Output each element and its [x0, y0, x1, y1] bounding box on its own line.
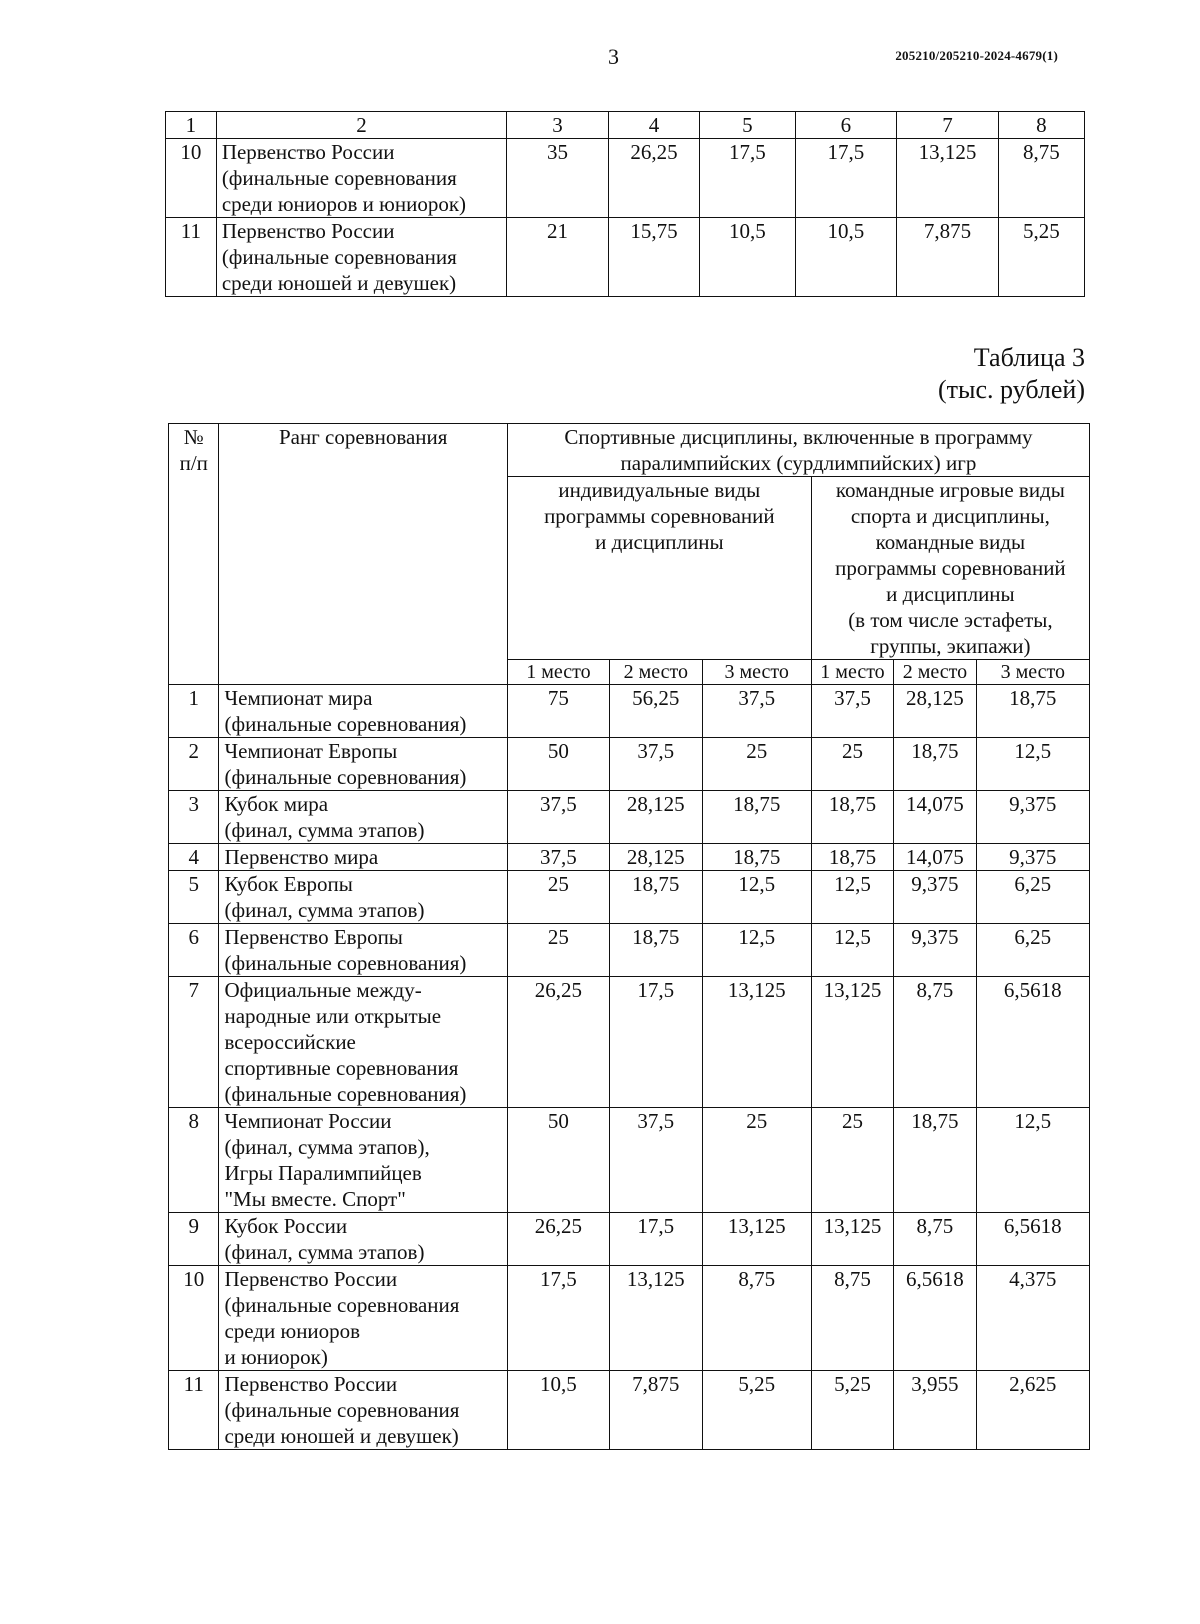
value-cell: 75: [507, 685, 609, 738]
value-cell: 4,375: [976, 1266, 1089, 1371]
rank-line: среди юношей и девушек): [224, 1424, 459, 1448]
value-cell: 18,75: [976, 685, 1089, 738]
rank-line: Первенство России: [221, 140, 395, 164]
value-cell: 17,5: [609, 1213, 702, 1266]
row-number: 5: [169, 871, 219, 924]
value-cell: 5,25: [998, 218, 1084, 297]
place-header: 3 место: [702, 660, 811, 685]
value-cell: 7,875: [897, 218, 999, 297]
rank-cell: [216, 139, 506, 218]
value-cell: 12,5: [702, 871, 811, 924]
value-cell: 37,5: [507, 844, 609, 871]
rank-cell: [219, 924, 507, 977]
table-row: [169, 685, 1090, 738]
rank-line: Первенство России: [224, 1372, 398, 1396]
header-num: [169, 424, 219, 685]
rank-cell: [219, 1108, 507, 1213]
rank-cell: [219, 871, 507, 924]
value-cell: 25: [507, 871, 609, 924]
row-number: 10: [166, 139, 217, 218]
row-number: 3: [169, 791, 219, 844]
column-number: 7: [897, 112, 999, 139]
value-cell: 13,125: [897, 139, 999, 218]
rank-line: Чемпионат России: [224, 1109, 392, 1133]
value-cell: 18,75: [894, 738, 976, 791]
column-number: 3: [507, 112, 609, 139]
row-number: 9: [169, 1213, 219, 1266]
value-cell: 8,75: [702, 1266, 811, 1371]
value-cell: 9,375: [976, 791, 1089, 844]
row-number: 11: [166, 218, 217, 297]
value-cell: 50: [507, 1108, 609, 1213]
value-cell: 17,5: [609, 977, 702, 1108]
rank-line: Игры Паралимпийцев: [224, 1161, 422, 1185]
rank-line: спортивные соревнования: [224, 1056, 459, 1080]
value-cell: 8,75: [811, 1266, 893, 1371]
rank-line: "Мы вместе. Спорт": [224, 1187, 406, 1211]
value-cell: 8,75: [894, 977, 976, 1108]
place-header: 2 место: [609, 660, 702, 685]
value-cell: 18,75: [609, 871, 702, 924]
place-header: 3 место: [976, 660, 1089, 685]
table-row: [169, 1213, 1090, 1266]
rank-line: среди юношей и девушек): [221, 271, 457, 295]
table-row: [169, 1371, 1090, 1450]
rank-line: народные или открытые: [224, 1004, 442, 1028]
rank-line: среди юниоров и юниорок): [221, 192, 467, 216]
header-line: паралимпийских (сурдлимпийских) игр: [620, 451, 977, 475]
value-cell: 13,125: [811, 1213, 893, 1266]
row-number: 6: [169, 924, 219, 977]
value-cell: 9,375: [976, 844, 1089, 871]
place-header: 1 место: [507, 660, 609, 685]
rank-line: (финальные соревнования: [221, 166, 457, 190]
value-cell: 8,75: [998, 139, 1084, 218]
table-row: [169, 791, 1090, 844]
value-cell: 18,75: [702, 791, 811, 844]
rank-line: Первенство Европы: [224, 925, 403, 949]
header-line: Спортивные дисциплины, включенные в программу: [564, 425, 1033, 449]
header-line: индивидуальные виды: [558, 478, 761, 502]
table-3: [168, 423, 1090, 1450]
header-team: [811, 477, 1089, 660]
value-cell: 25: [507, 924, 609, 977]
header-line: и дисциплины: [886, 582, 1015, 606]
rank-line: (финал, сумма этапов): [224, 1240, 425, 1264]
value-cell: 37,5: [609, 1108, 702, 1213]
value-cell: 5,25: [811, 1371, 893, 1450]
value-cell: 10,5: [700, 218, 795, 297]
row-number: 1: [169, 685, 219, 738]
header-num-line: №: [183, 425, 204, 449]
value-cell: 17,5: [795, 139, 897, 218]
header-line: программы соревнований: [835, 556, 1066, 580]
value-cell: 18,75: [609, 924, 702, 977]
row-number: 10: [169, 1266, 219, 1371]
rank-line: Чемпионат мира: [224, 686, 373, 710]
value-cell: 7,875: [609, 1371, 702, 1450]
rank-line: (финальные соревнования): [224, 712, 467, 736]
rank-line: (финальные соревнования): [224, 765, 467, 789]
rank-cell: [219, 685, 507, 738]
value-cell: 17,5: [507, 1266, 609, 1371]
table-row: [169, 1108, 1090, 1213]
value-cell: 12,5: [811, 924, 893, 977]
value-cell: 28,125: [609, 844, 702, 871]
rank-cell: [216, 218, 506, 297]
value-cell: 25: [811, 738, 893, 791]
rank-line: среди юниоров: [224, 1319, 361, 1343]
value-cell: 25: [811, 1108, 893, 1213]
value-cell: 12,5: [976, 1108, 1089, 1213]
value-cell: 18,75: [702, 844, 811, 871]
header-line: командные виды: [875, 530, 1026, 554]
table-row: [169, 844, 1090, 871]
row-number: 7: [169, 977, 219, 1108]
rank-line: всероссийские: [224, 1030, 356, 1054]
value-cell: 14,075: [894, 791, 976, 844]
table-caption-title: Таблица 3: [973, 343, 1085, 372]
value-cell: 26,25: [507, 1213, 609, 1266]
row-number: 2: [169, 738, 219, 791]
column-number: 2: [216, 112, 506, 139]
column-number: 4: [608, 112, 699, 139]
header-line: спорта и дисциплины,: [850, 504, 1050, 528]
value-cell: 26,25: [507, 977, 609, 1108]
value-cell: 18,75: [894, 1108, 976, 1213]
value-cell: 26,25: [608, 139, 699, 218]
value-cell: 56,25: [609, 685, 702, 738]
column-number: 1: [166, 112, 217, 139]
table-row: [169, 977, 1090, 1108]
table-row: [166, 218, 1085, 297]
value-cell: 13,125: [702, 977, 811, 1108]
value-cell: 21: [507, 218, 609, 297]
value-cell: 13,125: [702, 1213, 811, 1266]
rank-cell: [219, 977, 507, 1108]
table-caption-units: (тыс. рублей): [937, 375, 1085, 404]
rank-line: и юниорок): [224, 1345, 328, 1369]
value-cell: 50: [507, 738, 609, 791]
value-cell: 9,375: [894, 924, 976, 977]
rank-cell: [219, 738, 507, 791]
rank-line: (финал, сумма этапов),: [224, 1135, 430, 1159]
value-cell: 13,125: [811, 977, 893, 1108]
value-cell: 6,5618: [894, 1266, 976, 1371]
value-cell: 37,5: [507, 791, 609, 844]
column-number: 6: [795, 112, 897, 139]
place-header: 1 место: [811, 660, 893, 685]
column-number: 5: [700, 112, 795, 139]
header-line: (в том числе эстафеты,: [848, 608, 1053, 632]
header-num-line: п/п: [179, 451, 208, 475]
value-cell: 6,5618: [976, 1213, 1089, 1266]
rank-line: Первенство России: [221, 219, 395, 243]
value-cell: 14,075: [894, 844, 976, 871]
rank-line: (финальные соревнования: [221, 245, 457, 269]
value-cell: 37,5: [702, 685, 811, 738]
table-row: [169, 1266, 1090, 1371]
value-cell: 12,5: [976, 738, 1089, 791]
continued-table: [165, 111, 1085, 297]
place-header: 2 место: [894, 660, 976, 685]
value-cell: 10,5: [795, 218, 897, 297]
value-cell: 2,625: [976, 1371, 1089, 1450]
value-cell: 6,5618: [976, 977, 1089, 1108]
header-rank: Ранг соревнования: [219, 424, 507, 685]
document-id: 205210/205210-2024-4679(1): [895, 48, 1058, 63]
rank-line: Первенство России: [224, 1267, 398, 1291]
header-line: программы соревнований: [544, 504, 775, 528]
header-disciplines: [507, 424, 1089, 477]
rank-line: Кубок мира: [224, 792, 329, 816]
row-number: 4: [169, 844, 219, 871]
value-cell: 35: [507, 139, 609, 218]
rank-line: Кубок Европы: [224, 872, 353, 896]
table-row: [166, 139, 1085, 218]
row-number: 11: [169, 1371, 219, 1450]
value-cell: 18,75: [811, 791, 893, 844]
rank-line: Чемпионат Европы: [224, 739, 398, 763]
rank-line: (финальные соревнования): [224, 951, 467, 975]
value-cell: 10,5: [507, 1371, 609, 1450]
rank-line: (финальные соревнования: [224, 1293, 460, 1317]
value-cell: 28,125: [609, 791, 702, 844]
rank-cell: [219, 1266, 507, 1371]
value-cell: 13,125: [609, 1266, 702, 1371]
rank-cell: [219, 1371, 507, 1450]
header-individual: [507, 477, 811, 660]
rank-line: (финальные соревнования: [224, 1398, 460, 1422]
header-line: командные игровые виды: [835, 478, 1065, 502]
rank-cell: [219, 1213, 507, 1266]
rank-cell: [219, 844, 507, 871]
value-cell: 12,5: [702, 924, 811, 977]
rank-line: (финальные соревнования): [224, 1082, 467, 1106]
value-cell: 12,5: [811, 871, 893, 924]
rank-line: Первенство мира: [224, 845, 379, 869]
rank-line: Официальные между-: [224, 978, 422, 1002]
table-row: [169, 738, 1090, 791]
value-cell: 9,375: [894, 871, 976, 924]
value-cell: 17,5: [700, 139, 795, 218]
row-number: 8: [169, 1108, 219, 1213]
value-cell: 5,25: [702, 1371, 811, 1450]
value-cell: 15,75: [608, 218, 699, 297]
rank-line: Кубок России: [224, 1214, 348, 1238]
rank-cell: [219, 791, 507, 844]
value-cell: 28,125: [894, 685, 976, 738]
value-cell: 37,5: [811, 685, 893, 738]
value-cell: 3,955: [894, 1371, 976, 1450]
rank-line: (финал, сумма этапов): [224, 818, 425, 842]
rank-line: (финал, сумма этапов): [224, 898, 425, 922]
header-line: и дисциплины: [595, 530, 724, 554]
value-cell: 6,25: [976, 871, 1089, 924]
table-row: [169, 871, 1090, 924]
value-cell: 8,75: [894, 1213, 976, 1266]
value-cell: 25: [702, 738, 811, 791]
table-row: [169, 924, 1090, 977]
page-number: 3: [608, 44, 619, 69]
column-number: 8: [998, 112, 1084, 139]
header-line: группы, экипажи): [870, 634, 1031, 658]
value-cell: 37,5: [609, 738, 702, 791]
column-number-row: [166, 112, 1085, 139]
value-cell: 6,25: [976, 924, 1089, 977]
value-cell: 25: [702, 1108, 811, 1213]
value-cell: 18,75: [811, 844, 893, 871]
